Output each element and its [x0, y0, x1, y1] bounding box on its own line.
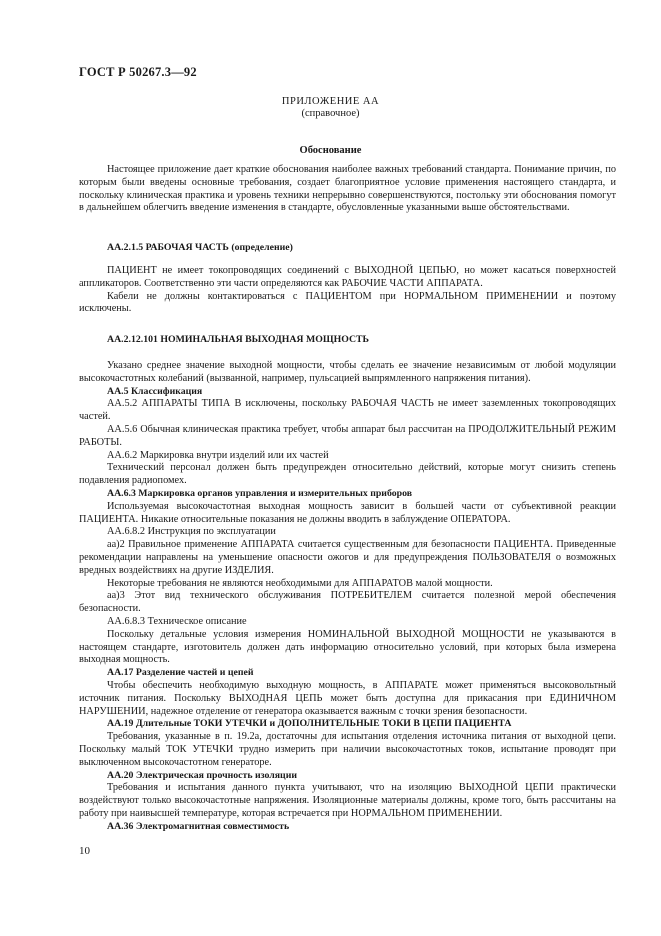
heading-aa63: АА.6.3 Маркировка органов управления и измерительных приборов [107, 487, 413, 499]
paragraph-aa52: АА.5.2 АППАРАТЫ ТИПА В исключены, поскольку РАБОЧАЯ ЧАСТЬ не имеет заземленных токопроводящих частей. [79, 398, 616, 423]
aa212101-heading-block [79, 334, 616, 347]
paragraph-aa682: АА.6.8.2 Инструкция по эксплуатации [107, 526, 276, 538]
section-title: Обоснование [299, 145, 362, 156]
heading-aa212101: АА.2.12.101 НОМИНАЛЬНАЯ ВЫХОДНАЯ МОЩНОСТЬ [107, 334, 370, 345]
intro-block [79, 164, 616, 215]
main-body [79, 360, 616, 833]
heading-aa17: АА.17 Разделение частей и цепей [107, 667, 254, 679]
paragraph-aa62: АА.6.2 Маркировка внутри изделий или их частей [107, 449, 329, 461]
paragraph-aa682-note: Некоторые требования не являются необходимыми для АППАРАТОВ малой мощности. [107, 577, 493, 589]
paragraph-aa683-text: Поскольку детальные условия измерения НОМИНАЛЬНОЙ ВЫХОДНОЙ МОЩНОСТИ не указываются в настоящем стандарте, изготовитель должен дать информацию относительно условий, при которых была измерена выходная мощность. [79, 628, 616, 666]
heading-aa36: АА.36 Электромагнитная совместимость [107, 820, 290, 832]
paragraph-aa215-1: ПАЦИЕНТ не имеет токопроводящих соединений с ВЫХОДНОЙ ЦЕПЬЮ, но может касаться поверхностей аппликаторов. Соответственно эти части определяются как РАБОЧИЕ ЧАСТИ АППАРАТА. [79, 265, 616, 289]
page-number: 10 [79, 845, 90, 857]
paragraph-aa682-aa3: аа)3 Этот вид технического обслуживания ПОТРЕБИТЕЛЕМ считается полезной мерой обеспечения безопасности. [79, 590, 616, 615]
paragraph-aa215-2: Кабели не должны контактироваться с ПАЦИЕНТОМ при НОРМАЛЬНОМ ПРИМЕНЕНИИ и поэтому исключены. [79, 290, 616, 315]
paragraph-aa62-text: Технический персонал должен быть предупрежден относительно действий, которые могут снизить степень подавления радиопомех. [79, 462, 616, 487]
standard-header: ГОСТ Р 50267.3—92 [79, 65, 197, 79]
paragraph-aa56: АА.5.6 Обычная клиническая практика требует, чтобы аппарат был рассчитан на ПРОДОЛЖИТЕЛЬНЫЙ РЕЖИМ РАБОТЫ. [79, 423, 616, 448]
paragraph-aa212101: Указано среднее значение выходной мощности, чтобы сделать ее значение независимым от любой модуляции высокочастотных колебаний (вызванной, например, пульсацией выпрямленного напряжения питания). [79, 360, 616, 384]
appendix-subtitle: (справочное) [301, 108, 360, 119]
heading-aa19: АА.19 Длительные ТОКИ УТЕЧКИ и ДОПОЛНИТЕЛЬНЫЕ ТОКИ В ЦЕПИ ПАЦИЕНТА [107, 718, 512, 730]
appendix-title: ПРИЛОЖЕНИЕ АА [281, 96, 380, 107]
aa215-block [79, 265, 616, 316]
paragraph-aa63: Используемая высокочастотная выходная мощность зависит в большей части от субъективной реакции ПАЦИЕНТА. Никакие относительные показания не должны вводить в заблуждение ОПЕРАТОРА. [79, 500, 616, 525]
paragraph-aa682-aa2: аа)2 Правильное применение АППАРАТА считается существенным для безопасности ПАЦИЕНТА. Приведенные рекомендации направлены на уменьшение опасности ожогов и для предупреждения ПОЛЬЗОВАТЕЛЯ о возможных вредных воздействиях на другие ИЗДЕЛИЯ. [79, 539, 616, 576]
paragraph-aa683: АА.6.8.3 Техническое описание [107, 615, 247, 627]
paragraph-aa20: Требования и испытания данного пункта учитывают, что на изоляцию ВЫХОДНОЙ ЦЕПИ практически воздействуют только высокочастотные напряжения. Изоляционные материалы должны, кроме того, быть рассчитаны на работу при наивысшей температуре, которая встречается при НОРМАЛЬНОМ ПРИМЕНЕНИИ. [79, 782, 616, 819]
paragraph-aa19: Требования, указанные в п. 19.2а, достаточны для испытания отделения источника питания от выходной цепи. Поскольку малый ТОК УТЕЧКИ трудно измерить при наличии высокочастотных токов, испытание проводят при выключенном высокочастотном генераторе. [79, 731, 616, 768]
heading-aa20: АА.20 Электрическая прочность изоляции [107, 769, 297, 781]
aa215-heading-block [79, 242, 616, 255]
intro-paragraph: Настоящее приложение дает краткие обоснования наиболее важных требований стандарта. Понимание причин, по которым были введены основные требования, создает благоприятное условие применения настоящего стандарта, и поскольку клиническая практика и уровень техники непрерывно совершенствуются, постольку эти обоснования помогут в дальнейшем облегчить введение изменения в стандарте, обусловленные указанными выше обстоятельствами. [79, 164, 616, 214]
heading-aa5: АА.5 Классификация [107, 385, 203, 397]
heading-aa215: АА.2.1.5 РАБОЧАЯ ЧАСТЬ (определение) [107, 242, 293, 253]
paragraph-aa17: Чтобы обеспечить необходимую выходную мощность, в АППАРАТЕ может применяться высоковольтный источник питания. Поскольку ВЫХОДНАЯ ЦЕПЬ может быть доступна для прикасания при ЕДИНИЧНОМ НАРУШЕНИИ, надежное отделение от генератора оказывается важным с точки зрения безопасности. [79, 679, 616, 717]
